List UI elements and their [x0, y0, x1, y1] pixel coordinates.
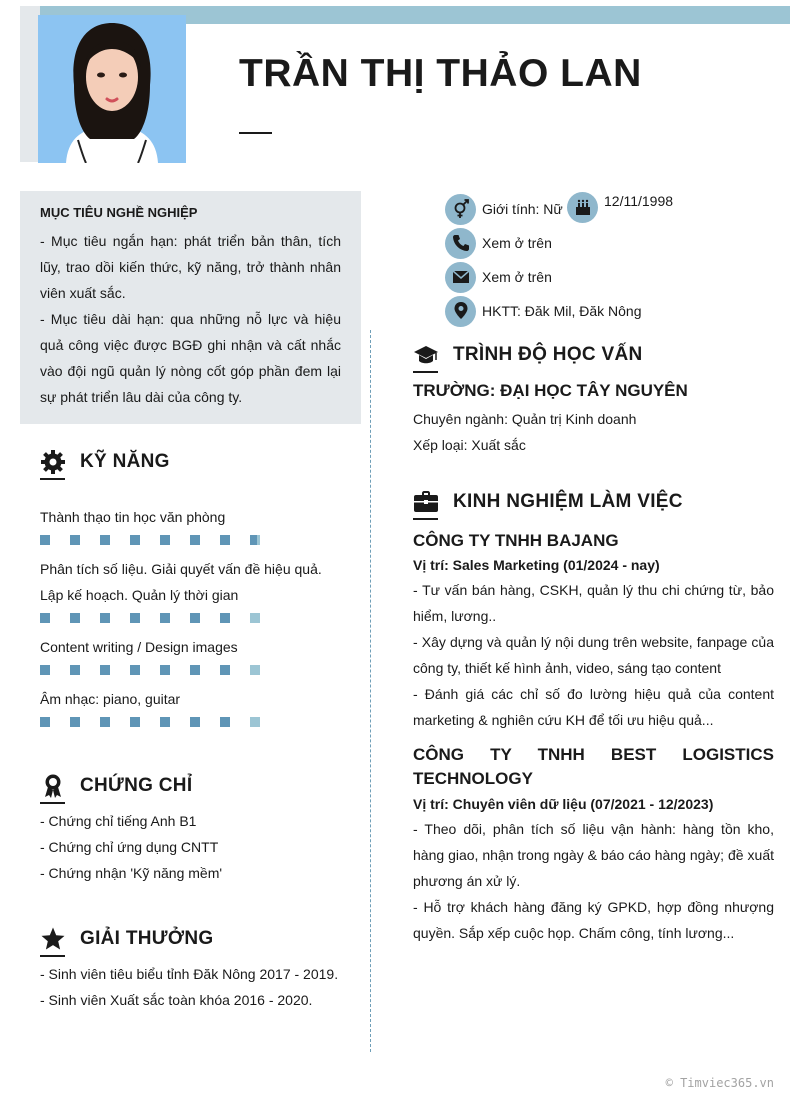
skill-label-1: Phân tích số liệu. Giải quyết vấn đề hiệu quả. Lập kế hoạch. Quản lý thời gian: [40, 561, 322, 603]
skill-rating-dot: [220, 665, 230, 675]
name-underline: [239, 132, 272, 134]
skills-underline: [40, 478, 65, 480]
job-duties: [413, 816, 774, 946]
job-duty: - Theo dõi, phân tích số liệu vận hành: hàng tồn kho, hàng giao, nhận trong ngày & báo cáo hàng ngày; đề xuất phương án xử lý.: [413, 821, 774, 889]
skill-rating-dot: [40, 665, 50, 675]
contact-birthday: [567, 192, 673, 222]
objective-short-term: - Mục tiêu ngắn hạn: phát triển bản thân, tích lũy, trao dồi kiến thức, kỹ năng, trở thành nhân viên xuất sắc.: [40, 233, 341, 301]
birthday-text: 12/11/1998: [604, 193, 674, 209]
skill-rating-dot: [40, 613, 50, 623]
graduation-cap-icon: [413, 342, 439, 368]
skill-rating-dot: [250, 535, 260, 545]
skill-rating-dot: [190, 613, 200, 623]
skill-rating-dot: [190, 717, 200, 727]
certificates-title: CHỨNG CHỈ: [80, 775, 193, 796]
skill-rating-dot: [220, 613, 230, 623]
certificate-item: - Chứng chỉ ứng dụng CNTT: [40, 839, 219, 855]
certificates-underline: [40, 802, 65, 804]
contact-address: [445, 296, 641, 326]
education-grade: Xếp loại: Xuất sắc: [413, 437, 526, 453]
skill-rating-dot: [70, 613, 80, 623]
skill-rating-1: [40, 613, 260, 623]
job-duty: - Xây dựng và quản lý nội dung trên website, fanpage của công ty, thiết kế hình ảnh, video, sáng tạo content: [413, 634, 774, 676]
gender-text: Giới tính: Nữ: [482, 201, 563, 217]
awards-title: GIẢI THƯỞNG: [80, 928, 214, 949]
career-objective-panel: [20, 191, 361, 424]
skill-rating-dot: [100, 613, 110, 623]
certificates-header: [40, 773, 192, 799]
skill-rating-dot: [160, 535, 170, 545]
education-title: TRÌNH ĐỘ HỌC VẤN: [453, 344, 643, 365]
experience-title: KINH NGHIỆM LÀM VIỆC: [453, 491, 683, 512]
skill-rating-dot: [100, 717, 110, 727]
skill-rating-dot: [160, 613, 170, 623]
school-name: TRƯỜNG: ĐẠI HỌC TÂY NGUYÊN: [413, 381, 688, 400]
skill-rating-dot: [70, 665, 80, 675]
job-company-text: CÔNG TY TNHH BEST LOGISTICS TECHNOLOGY: [413, 745, 774, 788]
job-duty: - Đánh giá các chỉ số đo lường hiệu quả của content marketing & nghiên cứu KH để tối ưu hiệu quả...: [413, 686, 774, 728]
skill-rating-dot: [130, 613, 140, 623]
skill-rating-dot: [70, 535, 80, 545]
skill-label-0: Thành thạo tin học văn phòng: [40, 509, 226, 525]
awards-header: [40, 926, 213, 952]
job-duties: [413, 577, 774, 733]
skill-rating-dot: [40, 717, 50, 727]
gender-icon: [445, 194, 476, 225]
job-duty: - Hỗ trợ khách hàng đăng ký GPKD, hợp đồng nhượng quyền. Sắp xếp cuộc họp. Chấm công, tính lương...: [413, 899, 774, 941]
watermark: © Timviec365.vn: [665, 1076, 774, 1090]
contact-gender: [445, 194, 563, 224]
job-position: Vị trí: Sales Marketing (01/2024 - nay): [413, 557, 660, 573]
skill-rating-dot: [40, 535, 50, 545]
skill-rating-dot: [220, 717, 230, 727]
contact-email: [445, 262, 552, 292]
skill-rating-dot: [250, 717, 260, 727]
phone-text: Xem ở trên: [482, 235, 552, 251]
skill-rating-dot: [220, 535, 230, 545]
skills-title: KỸ NĂNG: [80, 451, 170, 472]
career-objective-body: [40, 228, 341, 410]
skill-rating-dot: [250, 665, 260, 675]
contact-phone: [445, 228, 552, 258]
skill-rating-0: [40, 535, 260, 545]
briefcase-icon: [413, 489, 439, 515]
candidate-name: TRẦN THỊ THẢO LAN: [239, 52, 642, 95]
certificates-list: [40, 808, 341, 886]
skill-rating-dot: [130, 717, 140, 727]
skill-rating-dot: [190, 665, 200, 675]
skills-header: [40, 449, 170, 475]
experience-header: [413, 489, 683, 515]
envelope-icon: [445, 262, 476, 293]
skill-rating-dot: [130, 665, 140, 675]
skill-rating-dot: [130, 535, 140, 545]
skill-rating-dot: [160, 717, 170, 727]
job-position: Vị trí: Chuyên viên dữ liệu (07/2021 - 12/2023): [413, 796, 714, 812]
skill-rating-3: [40, 717, 260, 727]
career-objective-title: MỤC TIÊU NGHỀ NGHIỆP: [40, 205, 198, 220]
award-item: - Sinh viên Xuất sắc toàn khóa 2016 - 2020.: [40, 992, 313, 1008]
column-divider: [370, 330, 371, 1052]
skill-label-3: Âm nhạc: piano, guitar: [40, 691, 181, 707]
email-text: Xem ở trên: [482, 269, 552, 285]
education-major: Chuyên ngành: Quản trị Kinh doanh: [413, 411, 637, 427]
objective-long-term: - Mục tiêu dài hạn: qua những nỗ lực và hiệu quả công việc được BGĐ ghi nhận và cất nhắc vào đội ngũ quản lý nòng cốt góp phần đem lại sự phát triển lâu dài của công ty.: [40, 311, 341, 405]
skill-rating-dot: [250, 613, 260, 623]
skill-rating-dot: [100, 665, 110, 675]
profile-photo: [38, 15, 186, 163]
education-header: [413, 342, 643, 368]
job-duty: - Tư vấn bán hàng, CSKH, quản lý thu chi chứng từ, bảo hiểm, lương..: [413, 582, 774, 624]
experience-underline: [413, 518, 438, 520]
location-pin-icon: [445, 296, 476, 327]
awards-list: [40, 961, 341, 1013]
birthday-cake-icon: [567, 192, 598, 223]
job-company: [413, 743, 774, 791]
skill-rating-2: [40, 665, 260, 675]
skill-rating-dot: [100, 535, 110, 545]
award-item: - Sinh viên tiêu biểu tỉnh Đăk Nông 2017 - 2019.: [40, 966, 339, 982]
skill-rating-dot: [190, 535, 200, 545]
job-company: CÔNG TY TNHH BAJANG: [413, 531, 619, 550]
skill-rating-dot: [160, 665, 170, 675]
photo-frame: [20, 6, 40, 162]
skill-rating-dot: [70, 717, 80, 727]
address-text: HKTT: Đăk Mil, Đăk Nông: [482, 303, 642, 319]
star-icon: [40, 926, 66, 952]
gear-icon: [40, 449, 66, 475]
certificate-item: - Chứng chỉ tiếng Anh B1: [40, 813, 197, 829]
phone-icon: [445, 228, 476, 259]
education-underline: [413, 371, 438, 373]
skill-label-2: Content writing / Design images: [40, 639, 238, 655]
certificate-item: - Chứng nhận 'Kỹ năng mềm': [40, 865, 223, 881]
awards-underline: [40, 955, 65, 957]
education-details: [413, 406, 774, 458]
medal-icon: [40, 773, 66, 799]
